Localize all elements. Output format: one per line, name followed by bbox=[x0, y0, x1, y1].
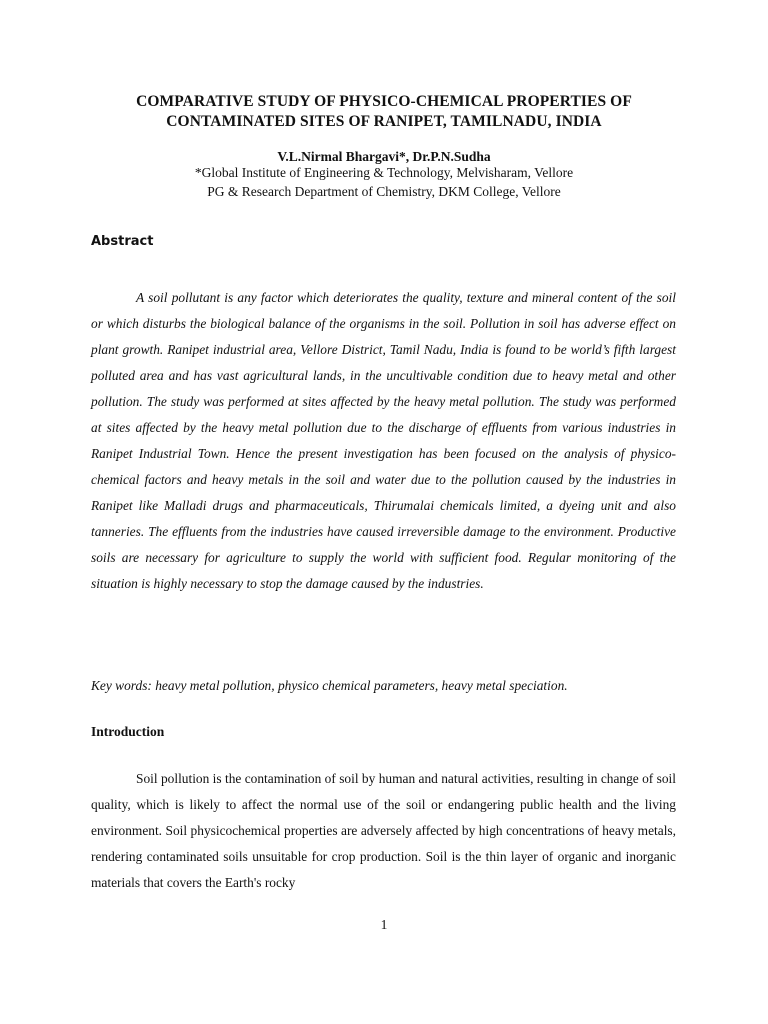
abstract-text: A soil pollutant is any factor which deteriorates the quality, texture and mineral content of the soil or which disturbs the biological balance of the organisms in the soil. Pollution in soil has adverse effect on plant growth. Ranipet industrial area, Vellore District, Tamil Nadu, India is found to be world’s fifth largest polluted area and has vast agricultural lands, in the uncultivable condition due to heavy metal and other pollution. The study was performed at sites affected by the heavy metal pollution. The study was performed at sites affected by the heavy metal pollution due to the discharge of effluents from various industries in Ranipet Industrial Town. Hence the present investigation has been focused on the analysis of physico-chemical factors and heavy metals in the soil and water due to the pollution caused by the industries in Ranipet like Malladi drugs and pharmaceuticals, Thirumalai chemicals limited, a dyeing unit and also tanneries. The effluents from the industries have caused irreversible damage to the environment. Productive soils are necessary for agriculture to supply the world with sufficient food. Regular monitoring of the situation is highly necessary to stop the damage caused by the industries. bbox=[91, 290, 676, 591]
keywords: Key words: heavy metal pollution, physico chemical parameters, heavy metal speciation. bbox=[91, 678, 568, 693]
affiliation-2: PG & Research Department of Chemistry, DKM College, Vellore bbox=[207, 184, 561, 199]
abstract-heading: Abstract bbox=[91, 234, 154, 249]
paper-title-line-1: COMPARATIVE STUDY OF PHYSICO-CHEMICAL PROPERTIES OF bbox=[136, 93, 632, 110]
paper-title bbox=[60, 92, 708, 132]
page-number: 1 bbox=[380, 917, 388, 932]
paper-title-line-2: CONTAMINATED SITES OF RANIPET, TAMILNADU, INDIA bbox=[166, 113, 602, 130]
affiliation-1: *Global Institute of Engineering & Technology, Melvisharam, Vellore bbox=[194, 165, 574, 180]
introduction-heading: Introduction bbox=[91, 724, 165, 739]
author-list: V.L.Nirmal Bhargavi*, Dr.P.N.Sudha bbox=[277, 149, 491, 164]
introduction-text: Soil pollution is the contamination of soil by human and natural activities, resulting in change of soil quality, which is likely to affect the normal use of the soil or endangering public health and the living environment. Soil physicochemical properties are adversely affected by high concentrations of heavy metals, rendering contaminated soils unsuitable for crop production. Soil is the thin layer of organic and inorganic materials that covers the Earth's rocky bbox=[91, 771, 676, 890]
